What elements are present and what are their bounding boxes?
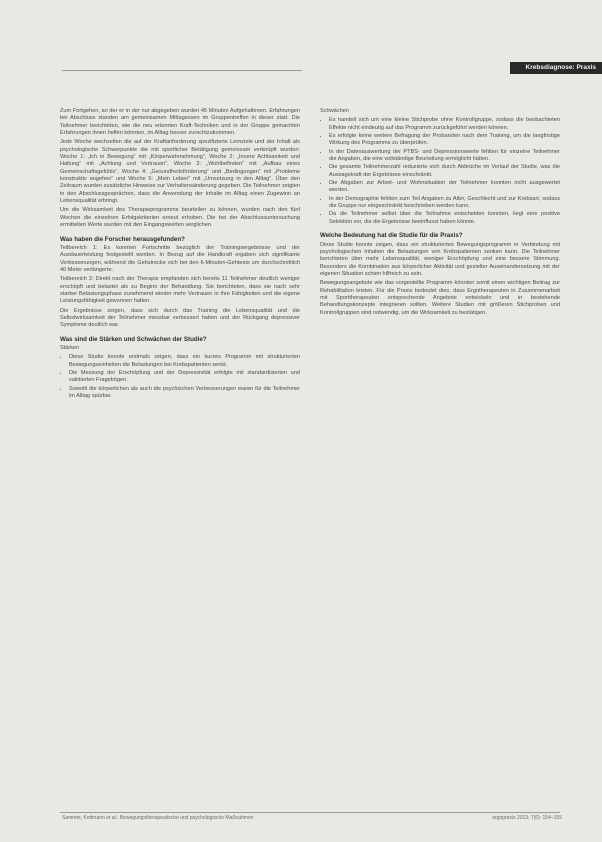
list-item: • In der Datenauswertung der PTBS- und Depressionswerte fehlten für einzelne Teilnehmer die Angaben, die eine vollständige Beurteilung ermöglicht hätten. [329, 149, 560, 164]
header-rule [62, 70, 302, 71]
strengths-list [60, 354, 300, 400]
footer-rule [60, 812, 560, 813]
weaknesses-label: Schwächen [320, 108, 349, 114]
left-column [60, 108, 300, 403]
footer-journal: ergopraxis 2013; 7(6): 154–155 [492, 815, 562, 821]
heading-practice: Welche Bedeutung hat die Studie für die Praxis? [320, 232, 463, 240]
list-item: • Da die Teilnehmer selbst über die Teilnahme entscheiden konnten, liegt eine positive Selektion vor, die die Ergebnisse beeinflusst haben könnte. [329, 211, 560, 226]
intro-paragraph-3: Um die Wirksamkeit des Therapieprogramms beurteilen zu können, wurden nach den fünf Wochen die einzelnen Erfolgskriterien erneut erhoben. Die bei der Abschlussuntersuchung ermittelten Werte wurden mit den Eingangswerten verglichen. [60, 207, 300, 229]
intro-paragraph-1: Zum Fortgehen, an der er in der nur abgegeben wurden 45 Minuten Aufgehaltenen. Erfahrungen bei Abschluss standen am gemeinsamen Mittagessen im Gruppentreffen in dieser statt. Die Teilnehmer berichteten, wie die neu erlernten Kraft-Techniken und in der Gruppe gemachten Erfahrungen ihnen helfen könnten, im Alltag besser zurechtzukommen. [60, 108, 300, 137]
list-item: • Die Messung der Erschöpfung und der Depressivität erfolgte mit standardisierten und validierten Fragebögen. [69, 370, 300, 385]
list-item: • In der Demographie fehlten zum Teil Angaben zu Alter, Geschlecht und zur Krebsart, sodass die Gruppe nur eingeschränkt beschrieben werden kann. [329, 196, 560, 211]
strengths-label: Stärken [60, 344, 80, 351]
list-item: • Die Abgaben zur Arbeit- und Wohnsituation der Teilnehmer konnten nicht ausgewertet werden. [329, 180, 560, 195]
heading-strengths-weaknesses: Was sind die Stärken und Schwächen der Studie? [60, 335, 207, 343]
list-item: • Die gesamte Teilnehmerzahl reduzierte sich durch Abbrüche im Verlauf der Studie, was die Aussagekraft der Ergebnisse einschränkt. [329, 164, 560, 179]
results-paragraph-2: Teilbereich 2: Direkt nach der Therapie empfanden sich bereits 11 Teilnehmer deutlich weniger erschöpft und belastet als zu Beginn der Behandlung. Sie berichteten, dass sie nach sehr starker Belastungsphase zunehmend wieder mehr Vertrauen in ihre Fähigkeiten und die eigene Leistungsfähigkeit gewonnen hatten. [60, 276, 300, 305]
right-column [320, 108, 560, 319]
results-paragraph-1: Teilbereich 1: Es konnten Fortschritte bezüglich der Trainingsergebnisse und der Ausdauerleistung festgestellt werden. In Bezug auf die Handkraft ergaben sich signifikante Verbesserungen, während die Gehstrecke sich bei den 6-Minuten-Gehtests um durchschnittlich 40 Meter verlängerte. [60, 244, 300, 273]
list-item: • Es handelt sich um eine kleine Stichprobe ohne Kontrollgruppe, sodass die beobachteten Effekte nicht eindeutig auf das Programm zurückgeführt werden können. [329, 117, 560, 132]
heading-results: Was haben die Forscher herausgefunden? [60, 235, 185, 243]
list-item: • Diese Studie konnte erstmals zeigen, dass ein kurzes Programm mit strukturierten Bewegungseinheiten die Belastungen bei Krebspatienten senkt. [69, 354, 300, 369]
results-paragraph-3: Die Ergebnisse zeigen, dass sich durch das Training die Lebensqualität und die Selbstwirksamkeit der Teilnehmer messbar verbessert haben und der Rückgang depressiver Symptome deutlich war. [60, 307, 300, 329]
practice-paragraph-1: Diese Studie konnte zeigen, dass ein strukturiertes Bewegungsprogramm in Verbindung mit psychologischen Inhalten die Belastungen von Krebspatienten senken kann. Die Teilnehmer berichteten über mehr Lebensqualität, weniger Erschöpfung und eine bessere Stimmung. Besonders die Kombination aus körperlicher Aktivität und gezielter Auseinandersetzung mit der eigenen Situation schien hilfreich zu sein. [320, 241, 560, 277]
list-item: • Es erfolgte keine weitere Befragung der Probanden nach dem Training, um die langfristige Wirkung des Programms zu überprüfen. [329, 133, 560, 148]
list-item: • Sowohl die körperlichen als auch die psychischen Verbesserungen waren für die Teilnehmer im Alltag spürbar. [69, 386, 300, 401]
section-badge: Krebsdiagnose: Praxis [510, 62, 602, 74]
intro-paragraph-2: Jede Woche wechselten die auf der Kraftanforderung spezifizierte Lernziele und der Inhalt als psychologische Schwerpunkte die mit sportlicher Betätigung gemeinsam verknüpft wurden: Woche 1: „Ich in Bewegung“ mit „Körperwahrnehmung“, Woche 2: „Innere Achtsamkeit und Haltung“ mit „Achtung und Vertrauen“, Woche 3: „Wohlbefinden“ mit „Aufbau eines Gemeinschaftsgefühls“, Woche 4: „Gesundheitsförderung“ und „Bedingungen“ mit „Probleme konstruktiv angehen“ und Woche 5: „Mein Leben“ mit „Umsetzung in den Alltag“. Über den Zeitraum wurden zusätzliche Hinweise zur Verhaltensänderung gegeben. Die Teilnehmer zeigten in den Abschlussgesprächen, dass die Anwendung der Inhalte im Alltag einen Zugewinn an Lebensqualität erbringt. [60, 139, 300, 205]
weaknesses-list [320, 117, 560, 226]
footer-citation: Sammet, Kottmann et al.: Bewegungstherapeutische und psychologische Maßnahmen [62, 815, 254, 821]
practice-paragraph-2: Bewegungsangebote wie das vorgestellte Programm könnten somit einen wichtigen Beitrag zur Rehabilitation leisten. Für die Praxis bedeutet dies, dass Ergotherapeuten in Zusammenarbeit mit Sporttherapeuten entsprechende Angebote entwickeln und in bestehende Behandlungskonzepte integrieren sollten. Weitere Studien mit größeren Stichproben und Kontrollgruppen sind notwendig, um die Wirksamkeit zu bestätigen. [320, 280, 560, 316]
